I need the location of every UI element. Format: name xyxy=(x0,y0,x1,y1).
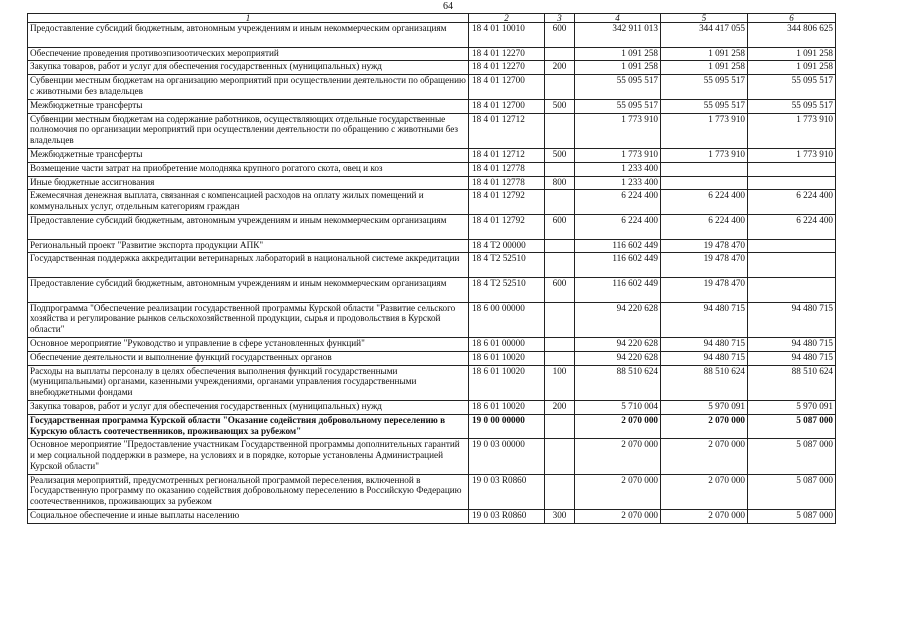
target-code-cell: 18 4 01 12270 xyxy=(469,47,545,61)
expense-type-cell xyxy=(545,162,575,176)
item-name-cell: Государственная поддержка аккредитации ветеринарных лабораторий в национальной системе аккредитации xyxy=(28,253,469,278)
amount-year1-cell: 116 602 449 xyxy=(575,239,661,253)
amount-year2-cell: 94 480 715 xyxy=(661,302,748,337)
amount-year1-cell: 94 220 628 xyxy=(575,351,661,365)
column-header: 5 xyxy=(661,14,748,23)
table-row xyxy=(28,162,836,176)
item-name-cell: Межбюджетные трансферты xyxy=(28,99,469,113)
amount-year1-cell: 1 233 400 xyxy=(575,176,661,190)
amount-year2-cell: 1 091 258 xyxy=(661,61,748,75)
table-row xyxy=(28,302,836,337)
item-name-cell: Предоставление субсидий бюджетным, автономным учреждениям и иным некоммерческим организациям xyxy=(28,277,469,302)
target-code-cell: 18 4 01 12700 xyxy=(469,99,545,113)
target-code-cell: 18 6 01 10020 xyxy=(469,351,545,365)
expense-type-cell: 500 xyxy=(545,148,575,162)
amount-year2-cell: 55 095 517 xyxy=(661,75,748,100)
amount-year2-cell: 55 095 517 xyxy=(661,99,748,113)
amount-year1-cell: 1 091 258 xyxy=(575,47,661,61)
expense-type-cell xyxy=(545,439,575,474)
amount-year3-cell: 344 806 625 xyxy=(748,23,836,48)
target-code-cell: 18 6 00 00000 xyxy=(469,302,545,337)
amount-year3-cell xyxy=(748,253,836,278)
amount-year3-cell xyxy=(748,277,836,302)
item-name-cell: Межбюджетные трансферты xyxy=(28,148,469,162)
target-code-cell: 19 0 03 R0860 xyxy=(469,510,545,524)
expense-type-cell: 800 xyxy=(545,176,575,190)
table-row xyxy=(28,61,836,75)
amount-year3-cell: 1 773 910 xyxy=(748,148,836,162)
target-code-cell: 18 4 01 12270 xyxy=(469,61,545,75)
amount-year3-cell: 5 087 000 xyxy=(748,414,836,439)
amount-year3-cell: 5 087 000 xyxy=(748,439,836,474)
item-name-cell: Региональный проект "Развитие экспорта продукции АПК" xyxy=(28,239,469,253)
amount-year3-cell xyxy=(748,162,836,176)
table-row xyxy=(28,113,836,148)
item-name-cell: Расходы на выплаты персоналу в целях обеспечения выполнения функций государственными (муниципальными) органами, казенными учреждениями, органами управления государственными внебюджетными фондами xyxy=(28,365,469,400)
column-header: 3 xyxy=(545,14,575,23)
table-row xyxy=(28,239,836,253)
amount-year2-cell xyxy=(661,176,748,190)
amount-year1-cell: 5 710 004 xyxy=(575,400,661,414)
item-name-cell: Основное мероприятие "Предоставление участникам Государственной программы дополнительных гарантий и мер социальной поддержки в размере, на условиях и в порядке, которые установлены Администрацией Курской области" xyxy=(28,439,469,474)
expense-type-cell: 600 xyxy=(545,23,575,48)
budget-table xyxy=(27,13,836,524)
table-row xyxy=(28,190,836,215)
table-row xyxy=(28,214,836,239)
item-name-cell: Предоставление субсидий бюджетным, автономным учреждениям и иным некоммерческим организациям xyxy=(28,214,469,239)
target-code-cell: 18 6 01 10020 xyxy=(469,365,545,400)
amount-year1-cell: 55 095 517 xyxy=(575,75,661,100)
amount-year2-cell: 6 224 400 xyxy=(661,190,748,215)
item-name-cell: Возмещение части затрат на приобретение молодняка крупного рогатого скота, овец и коз xyxy=(28,162,469,176)
target-code-cell: 19 0 03 00000 xyxy=(469,439,545,474)
target-code-cell: 18 4 T2 52510 xyxy=(469,277,545,302)
table-row xyxy=(28,148,836,162)
column-number-row xyxy=(28,14,836,23)
amount-year2-cell: 6 224 400 xyxy=(661,214,748,239)
expense-type-cell: 300 xyxy=(545,510,575,524)
amount-year2-cell: 2 070 000 xyxy=(661,474,748,509)
item-name-cell: Государственная программа Курской области "Оказание содействия добровольному переселению в Курскую область соотечественников, проживающих за рубежом" xyxy=(28,414,469,439)
target-code-cell: 18 6 01 10020 xyxy=(469,400,545,414)
amount-year3-cell: 94 480 715 xyxy=(748,337,836,351)
target-code-cell: 18 4 01 12712 xyxy=(469,148,545,162)
amount-year1-cell: 94 220 628 xyxy=(575,337,661,351)
amount-year1-cell: 2 070 000 xyxy=(575,439,661,474)
item-name-cell: Иные бюджетные ассигнования xyxy=(28,176,469,190)
target-code-cell: 18 4 01 12700 xyxy=(469,75,545,100)
amount-year2-cell: 1 773 910 xyxy=(661,113,748,148)
amount-year3-cell: 94 480 715 xyxy=(748,302,836,337)
column-header: 4 xyxy=(575,14,661,23)
amount-year2-cell: 2 070 000 xyxy=(661,414,748,439)
amount-year1-cell: 2 070 000 xyxy=(575,510,661,524)
amount-year3-cell xyxy=(748,176,836,190)
expense-type-cell xyxy=(545,47,575,61)
amount-year2-cell: 1 091 258 xyxy=(661,47,748,61)
expense-type-cell xyxy=(545,253,575,278)
item-name-cell: Подпрограмма "Обеспечение реализации государственной программы Курской области "Развитие сельского хозяйства и регулирование рынков сельскохозяйственной продукции, сырья и продовольствия в Курской области" xyxy=(28,302,469,337)
column-header: 2 xyxy=(469,14,545,23)
table-row xyxy=(28,400,836,414)
item-name-cell: Реализация мероприятий, предусмотренных региональной программой переселения, включенной в Государственную программу по оказанию содействия добровольному переселению в Российскую Федерацию соотечественников, проживающих за рубежом xyxy=(28,474,469,509)
amount-year3-cell: 55 095 517 xyxy=(748,75,836,100)
item-name-cell: Основное мероприятие "Руководство и управление в сфере установленных функций" xyxy=(28,337,469,351)
item-name-cell: Субвенции местным бюджетам на организацию мероприятий при осуществлении деятельности по обращению с животными без владельцев xyxy=(28,75,469,100)
item-name-cell: Ежемесячная денежная выплата, связанная с компенсацией расходов на оплату жилых помещений и коммунальных услуг, отдельным категориям граждан xyxy=(28,190,469,215)
amount-year3-cell: 6 224 400 xyxy=(748,214,836,239)
amount-year2-cell: 2 070 000 xyxy=(661,510,748,524)
amount-year1-cell: 88 510 624 xyxy=(575,365,661,400)
amount-year3-cell: 5 087 000 xyxy=(748,474,836,509)
item-name-cell: Обеспечение проведения противоэпизоотических мероприятий xyxy=(28,47,469,61)
amount-year3-cell: 94 480 715 xyxy=(748,351,836,365)
amount-year2-cell: 88 510 624 xyxy=(661,365,748,400)
expense-type-cell xyxy=(545,474,575,509)
expense-type-cell xyxy=(545,190,575,215)
target-code-cell: 19 0 00 00000 xyxy=(469,414,545,439)
target-code-cell: 18 6 01 00000 xyxy=(469,337,545,351)
expense-type-cell: 200 xyxy=(545,61,575,75)
item-name-cell: Предоставление субсидий бюджетным, автономным учреждениям и иным некоммерческим организациям xyxy=(28,23,469,48)
table-row xyxy=(28,351,836,365)
expense-type-cell xyxy=(545,302,575,337)
target-code-cell: 18 4 T2 00000 xyxy=(469,239,545,253)
expense-type-cell xyxy=(545,75,575,100)
table-row xyxy=(28,47,836,61)
amount-year1-cell: 55 095 517 xyxy=(575,99,661,113)
amount-year1-cell: 6 224 400 xyxy=(575,190,661,215)
column-header: 6 xyxy=(748,14,836,23)
table-row xyxy=(28,365,836,400)
table-row xyxy=(28,439,836,474)
amount-year3-cell: 5 970 091 xyxy=(748,400,836,414)
table-row xyxy=(28,337,836,351)
amount-year3-cell: 6 224 400 xyxy=(748,190,836,215)
amount-year2-cell: 94 480 715 xyxy=(661,337,748,351)
amount-year1-cell: 116 602 449 xyxy=(575,277,661,302)
amount-year1-cell: 1 091 258 xyxy=(575,61,661,75)
amount-year2-cell: 1 773 910 xyxy=(661,148,748,162)
amount-year1-cell: 1 773 910 xyxy=(575,113,661,148)
amount-year3-cell: 1 091 258 xyxy=(748,61,836,75)
amount-year3-cell: 1 773 910 xyxy=(748,113,836,148)
target-code-cell: 18 4 T2 52510 xyxy=(469,253,545,278)
table-row xyxy=(28,474,836,509)
amount-year2-cell: 5 970 091 xyxy=(661,400,748,414)
target-code-cell: 18 4 01 12712 xyxy=(469,113,545,148)
amount-year1-cell: 1 773 910 xyxy=(575,148,661,162)
expense-type-cell: 600 xyxy=(545,277,575,302)
target-code-cell: 18 4 01 12778 xyxy=(469,176,545,190)
expense-type-cell xyxy=(545,414,575,439)
expense-type-cell xyxy=(545,351,575,365)
amount-year1-cell: 2 070 000 xyxy=(575,474,661,509)
amount-year1-cell: 116 602 449 xyxy=(575,253,661,278)
amount-year3-cell: 55 095 517 xyxy=(748,99,836,113)
amount-year2-cell: 19 478 470 xyxy=(661,277,748,302)
amount-year2-cell: 344 417 055 xyxy=(661,23,748,48)
amount-year2-cell xyxy=(661,162,748,176)
target-code-cell: 18 4 01 10010 xyxy=(469,23,545,48)
item-name-cell: Закупка товаров, работ и услуг для обеспечения государственных (муниципальных) нужд xyxy=(28,400,469,414)
table-row xyxy=(28,510,836,524)
table-row xyxy=(28,99,836,113)
item-name-cell: Закупка товаров, работ и услуг для обеспечения государственных (муниципальных) нужд xyxy=(28,61,469,75)
table-row xyxy=(28,414,836,439)
expense-type-cell xyxy=(545,239,575,253)
amount-year2-cell: 19 478 470 xyxy=(661,253,748,278)
amount-year1-cell: 342 911 013 xyxy=(575,23,661,48)
expense-type-cell: 100 xyxy=(545,365,575,400)
expense-type-cell: 600 xyxy=(545,214,575,239)
amount-year2-cell: 94 480 715 xyxy=(661,351,748,365)
target-code-cell: 18 4 01 12792 xyxy=(469,190,545,215)
table-row xyxy=(28,253,836,278)
column-header: 1 xyxy=(28,14,469,23)
target-code-cell: 18 4 01 12778 xyxy=(469,162,545,176)
amount-year2-cell: 19 478 470 xyxy=(661,239,748,253)
amount-year1-cell: 2 070 000 xyxy=(575,414,661,439)
expense-type-cell: 200 xyxy=(545,400,575,414)
amount-year3-cell: 88 510 624 xyxy=(748,365,836,400)
item-name-cell: Субвенции местным бюджетам на содержание работников, осуществляющих отдельные государственные полномочия по организации мероприятий при осуществлении деятельности по обращению с животными без владельцев xyxy=(28,113,469,148)
amount-year3-cell: 1 091 258 xyxy=(748,47,836,61)
amount-year3-cell xyxy=(748,239,836,253)
amount-year3-cell: 5 087 000 xyxy=(748,510,836,524)
target-code-cell: 18 4 01 12792 xyxy=(469,214,545,239)
expense-type-cell xyxy=(545,337,575,351)
expense-type-cell: 500 xyxy=(545,99,575,113)
amount-year2-cell: 2 070 000 xyxy=(661,439,748,474)
table-row xyxy=(28,277,836,302)
amount-year1-cell: 94 220 628 xyxy=(575,302,661,337)
table-row xyxy=(28,176,836,190)
amount-year1-cell: 6 224 400 xyxy=(575,214,661,239)
table-row xyxy=(28,75,836,100)
amount-year1-cell: 1 233 400 xyxy=(575,162,661,176)
page-number: 64 xyxy=(443,1,453,12)
item-name-cell: Социальное обеспечение и иные выплаты населению xyxy=(28,510,469,524)
item-name-cell: Обеспечение деятельности и выполнение функций государственных органов xyxy=(28,351,469,365)
target-code-cell: 19 0 03 R0860 xyxy=(469,474,545,509)
expense-type-cell xyxy=(545,113,575,148)
table-row xyxy=(28,23,836,48)
